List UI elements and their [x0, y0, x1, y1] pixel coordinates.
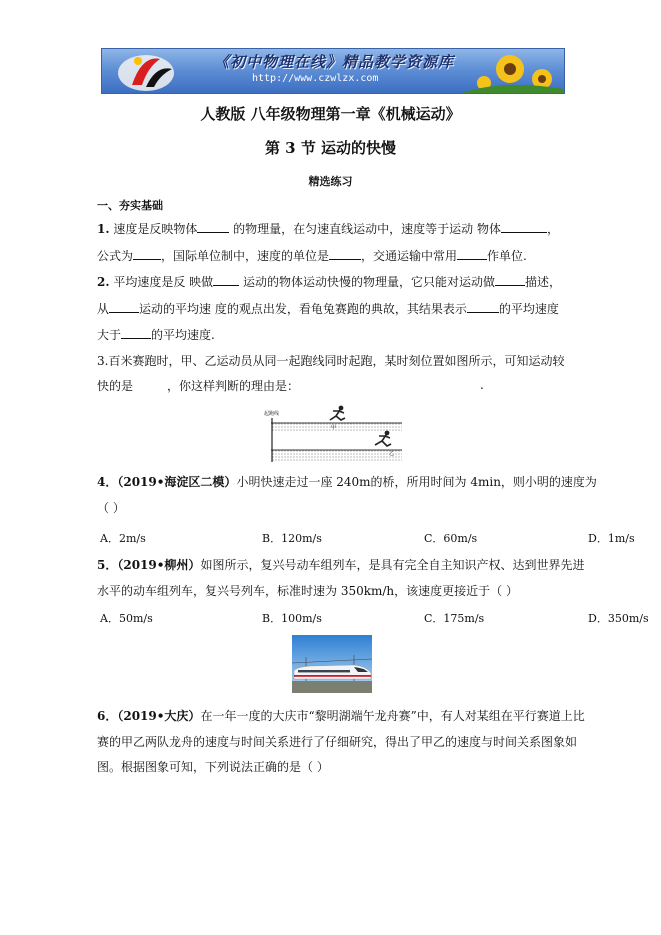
question-5-line-2: 水平的动车组列车，复兴号列车，标准时速为 350km/h，该速度更接近于（ ） — [97, 584, 518, 598]
question-1-line-2 — [97, 247, 527, 264]
question-6-line-1 — [97, 707, 585, 724]
q1-text-c: ， — [547, 222, 560, 236]
q1-text-g: 作单位. — [487, 249, 527, 263]
runner-b-label: 乙 — [389, 451, 395, 457]
question-1-number: 1. — [97, 222, 110, 236]
question-6-line-3: 图。根据图象可知，下列说法正确的是（ ） — [97, 760, 329, 774]
header-banner — [101, 48, 565, 94]
q1-text-b: 的物理量，在匀速直线运动中，速度等于运动 物体 — [229, 222, 501, 236]
question-6-line-2: 赛的甲乙两队龙舟的速度与时间关系进行了仔细研究，得出了甲乙的速度与时间关系图象如 — [97, 735, 578, 749]
answer-blank[interactable] — [133, 248, 161, 260]
section-title: 第 3 节 运动的快慢 — [264, 139, 397, 157]
question-2-line-1 — [97, 273, 561, 290]
part-heading: 一、夯实基础 — [97, 199, 163, 212]
q1-text-e: ，国际单位制中，速度的单位是 — [161, 249, 330, 263]
question-3-line-1: 3.百米赛跑时，甲、乙运动员从同一起跑线同时起跑，某时刻位置如图所示，可知运动较 — [97, 354, 565, 368]
subtitle: 精选练习 — [308, 175, 353, 188]
question-4-number: 4 — [97, 475, 106, 489]
q6-text: 在一年一度的大庆市“黎明湖端午龙舟赛”中，有人对某组在平行赛道上比 — [200, 709, 585, 723]
question-4-source: ．（2019•海淀区二模） — [105, 475, 237, 489]
question-5-line-1 — [97, 556, 584, 573]
race-illustration — [263, 402, 404, 465]
q3-text-b: ，你这样判断的理由是： — [167, 379, 300, 393]
q2-text-d: 从 — [97, 302, 110, 316]
answer-blank[interactable] — [329, 248, 361, 260]
question-6-source: ．（2019•大庆） — [105, 709, 201, 723]
answer-blank[interactable] — [495, 274, 525, 286]
q4-option-c[interactable]: C．60m/s — [424, 532, 478, 545]
race-figure — [263, 402, 404, 465]
q2-text-e: 运动的平均速 度的观点出发，看龟兔赛跑的典故，其结果表示 — [139, 302, 467, 316]
q5-text: 如图所示，复兴号动车组列车，是具有完全自主知识产权、达到世界先进 — [200, 558, 585, 572]
train-photo — [292, 635, 372, 693]
question-1-line-1 — [97, 220, 559, 237]
q2-text-h: 的平均速度. — [151, 328, 215, 342]
question-5-source: ．（2019•柳州） — [105, 558, 201, 572]
banner-title: 《初中物理在线》精品教学资源库 — [214, 53, 455, 71]
question-2-line-2 — [97, 300, 559, 317]
q5-option-b[interactable]: B．100m/s — [262, 612, 322, 625]
q3-text-a: 快的是 — [97, 379, 134, 393]
q5-option-d[interactable]: D．350m/s — [588, 612, 649, 625]
start-line-label: 起跑线 — [264, 411, 280, 417]
answer-blank[interactable] — [121, 327, 151, 339]
question-3-line-2 — [97, 377, 299, 394]
q4-text: 小明快速走过一座 240m的桥，所用时间为 4min，则小明的速度为 — [236, 475, 597, 489]
question-4-line-1 — [97, 473, 597, 490]
q2-text-a: 平均速度是反 映做 — [109, 275, 214, 289]
answer-blank[interactable] — [213, 274, 239, 286]
q1-text-d: 公式为 — [97, 249, 134, 263]
q4-option-d[interactable]: D．1m/s — [588, 532, 635, 545]
answer-blank[interactable] — [197, 221, 229, 233]
q5-option-c[interactable]: C．175m/s — [424, 612, 485, 625]
q2-text-c: 描述， — [525, 275, 562, 289]
q2-text-b: 运动的物体运动快慢的物理量，它只能对运动做 — [239, 275, 495, 289]
question-2-line-3 — [97, 326, 215, 343]
q2-text-g: 大于 — [97, 328, 122, 342]
answer-blank[interactable] — [501, 221, 547, 233]
q4-option-a[interactable]: A．2m/s — [100, 532, 146, 545]
question-3-period: . — [480, 378, 484, 392]
answer-blank[interactable] — [467, 301, 499, 313]
answer-blank[interactable] — [109, 301, 139, 313]
answer-blank[interactable] — [457, 248, 487, 260]
q4-option-b[interactable]: B．120m/s — [262, 532, 322, 545]
banner-url[interactable]: http://www.czwlzx.com — [252, 73, 379, 84]
q2-text-f: 的平均速度 — [498, 302, 559, 316]
q5-option-a[interactable]: A．50m/s — [100, 612, 153, 625]
question-4-line-2: （ ） — [97, 501, 125, 515]
question-2-number: 2. — [97, 275, 110, 289]
train-image — [292, 635, 372, 693]
question-5-number: 5 — [97, 558, 106, 572]
document-title: 人教版 八年级物理第一章《机械运动》 — [200, 105, 461, 123]
q1-text-f: ，交通运输中常用 — [361, 249, 458, 263]
runner-a-label: 甲 — [331, 425, 337, 431]
question-6-number: 6 — [97, 709, 106, 723]
q1-text-a: 速度是反映物体 — [109, 222, 198, 236]
